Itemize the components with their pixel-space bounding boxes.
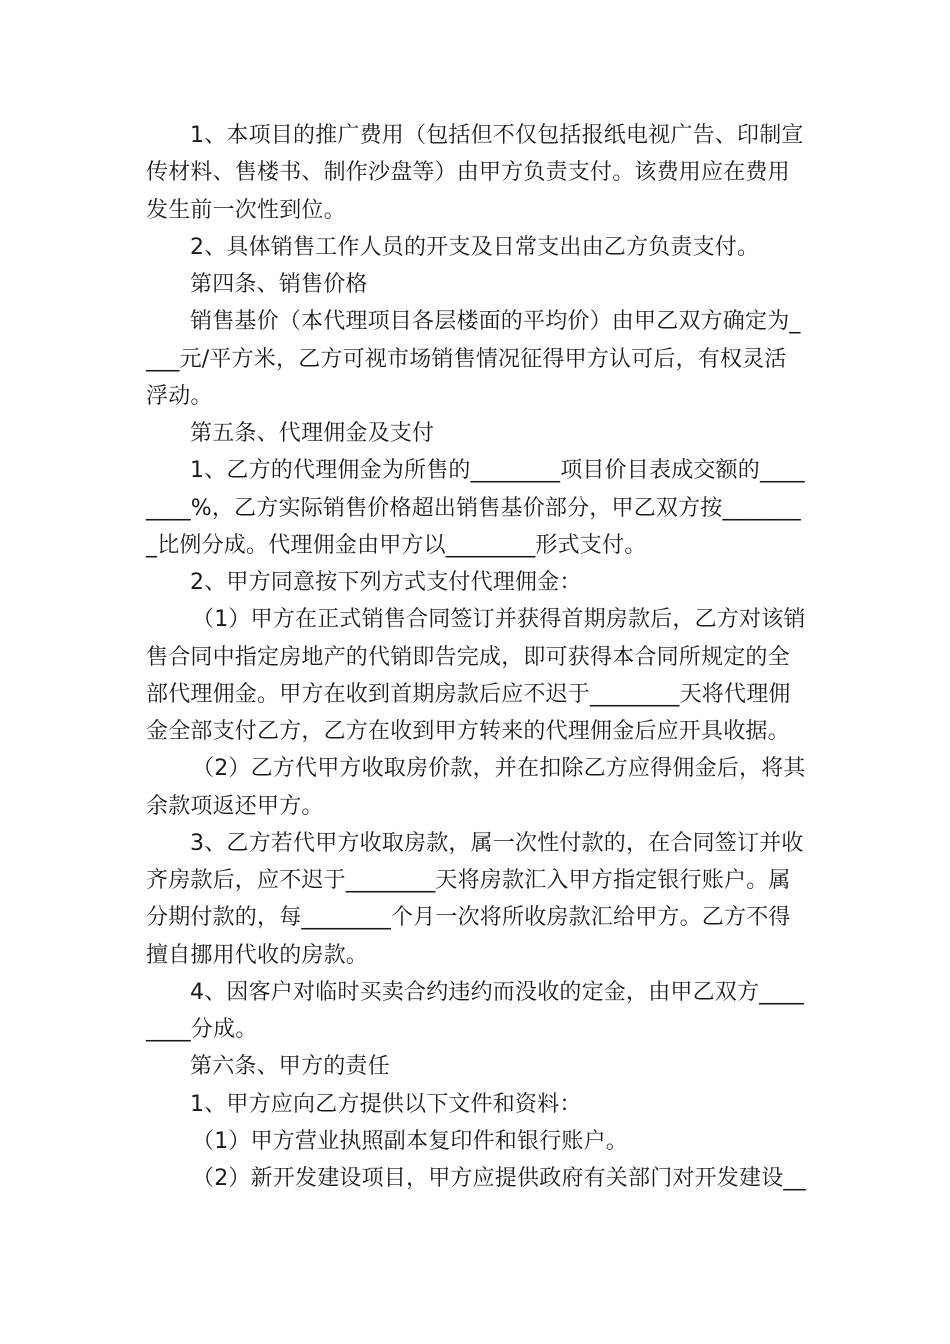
paragraph-line: （2）新开发建设项目，甲方应提供政府有关部门对开发建设__ [192,1166,806,1191]
paragraph-line: 擅自挪用代收的房款。 [146,942,369,968]
section-heading: 第五条、代理佣金及支付 [190,421,435,446]
paragraph-line: 齐房款后，应不迟于________天将房款汇入甲方指定银行账户。属 [146,868,791,893]
paragraph-line: （1）甲方在正式销售合同签订并获得首期房款后，乙方对该销 [192,607,806,633]
paragraph-line: ____分成。 [146,1017,258,1042]
paragraph-line: （1）甲方营业执照副本复印件和银行账户。 [192,1128,628,1154]
paragraph-line: 4、因客户对临时买卖合约违约而没收的定金，由甲乙双方____ [190,979,804,1005]
paragraph-line: 浮动。 [146,383,213,409]
paragraph-line: 分期付款的，每________个月一次将所收房款汇给甲方。乙方不得 [146,905,791,931]
paragraph-line: 传材料、售楼书、制作沙盘等）由甲方负责支付。该费用应在费用 [146,160,790,186]
paragraph-line: 3、乙方若代甲方收取房款，属一次性付款的，在合同签订并收 [190,830,804,856]
section-heading: 第六条、甲方的责任 [190,1054,390,1080]
paragraph-line: 发生前一次性到位。 [146,197,346,223]
section-heading: 第四条、销售价格 [190,272,368,297]
paragraph-line: 2、具体销售工作人员的开支及日常支出由乙方负责支付。 [190,234,760,260]
paragraph-line: 余款项返还甲方。 [146,793,324,819]
paragraph-line: ____%，乙方实际销售价格超出销售基价部分，甲乙双方按_______ [146,495,801,521]
paragraph-line: 1、甲方应向乙方提供以下文件和资料： [190,1091,582,1117]
paragraph-line: 金全部支付乙方，乙方在收到甲方转来的代理佣金后应开具收据。 [146,719,790,744]
paragraph-line: _比例分成。代理佣金由甲方以________形式支付。 [146,532,647,558]
paragraph-line: 1、乙方的代理佣金为所售的________项目价目表成交额的____ [190,458,805,484]
contract-text-body [146,117,806,1197]
paragraph-line: 销售基价（本代理项目各层楼面的平均价）由甲乙双方确定为_ [190,309,801,335]
paragraph-line: 1、本项目的推广费用（包括但不仅包括报纸电视广告、印制宣 [190,123,804,148]
paragraph-line: 部代理佣金。甲方在收到首期房款后应不迟于________天将代理佣 [146,681,791,707]
paragraph-line: （2）乙方代甲方收取房价款，并在扣除乙方应得佣金后，将其 [192,756,806,782]
paragraph-line: ___元/平方米，乙方可视市场销售情况征得甲方认可后，有权灵活 [146,346,787,372]
paragraph-line: 2、甲方同意按下列方式支付代理佣金： [190,570,582,595]
paragraph-line: 售合同中指定房地产的代销即告完成，即可获得本合同所规定的全 [146,644,790,670]
